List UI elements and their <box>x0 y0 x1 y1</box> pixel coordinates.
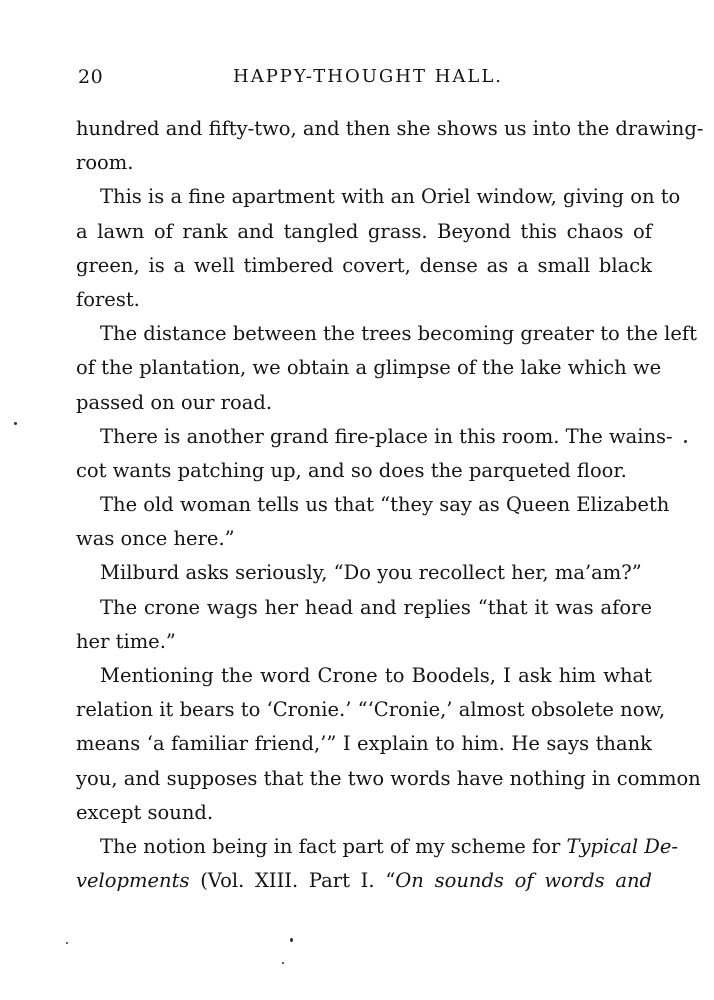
text-line: except sound. <box>76 800 214 824</box>
italic-segment: velopments <box>76 869 190 893</box>
running-title: HAPPY-THOUGHT HALL. <box>233 66 504 87</box>
text-segment: The notion being in fact part of my scheme for <box>100 834 567 858</box>
italic-segment: Typical De- <box>566 834 679 858</box>
text-line: passed on our road. <box>76 390 273 414</box>
print-speck <box>66 942 68 944</box>
text-segment: (Vol. XIII. Part I. “ <box>189 869 396 893</box>
text-line <box>76 864 652 898</box>
text-line: forest. <box>76 287 140 311</box>
text-line: Milburd asks seriously, “Do you recollect her, ma’am?” <box>100 561 642 585</box>
text-line: The crone wags her head and replies “that it was afore <box>100 595 652 619</box>
text-line: room. <box>76 151 134 175</box>
page-number: 20 <box>78 66 104 88</box>
text-line: green, is a well timbered covert, dense as a small black <box>76 253 652 277</box>
text-line: There is another grand fire-place in this room. The wains- <box>100 424 673 448</box>
text-line: her time.” <box>76 629 176 653</box>
text-line: hundred and fifty-two, and then she shows us into the drawing- <box>76 117 704 140</box>
print-speck <box>14 422 17 425</box>
text-line: This is a fine apartment with an Oriel window, giving on to <box>100 185 681 209</box>
page-body <box>76 112 704 898</box>
running-header <box>78 66 650 92</box>
print-speck <box>290 938 293 942</box>
print-speck <box>282 962 284 964</box>
print-speck <box>684 440 687 443</box>
text-line: relation it bears to ‘Cronie.’ “‘Cronie,’ almost obsolete now, <box>76 698 666 722</box>
text-line: was once here.” <box>76 527 235 551</box>
text-line <box>76 830 679 864</box>
text-line: of the plantation, we obtain a glimpse of the lake which we <box>76 356 662 380</box>
text-line: cot wants patching up, and so does the parqueted floor. <box>76 458 627 482</box>
text-line: The old woman tells us that “they say as Queen Elizabeth <box>100 493 670 517</box>
text-line: you, and supposes that the two words have nothing in common <box>76 766 701 790</box>
text-line: Mentioning the word Crone to Boodels, I ask him what <box>100 664 652 687</box>
text-line: means ‘a familiar friend,’” I explain to him. He says thank <box>76 732 652 756</box>
text-line: The distance between the trees becoming greater to the left <box>100 322 697 346</box>
italic-segment: On sounds of words and <box>395 869 653 893</box>
text-line: a lawn of rank and tangled grass. Beyond this chaos of <box>76 219 652 243</box>
